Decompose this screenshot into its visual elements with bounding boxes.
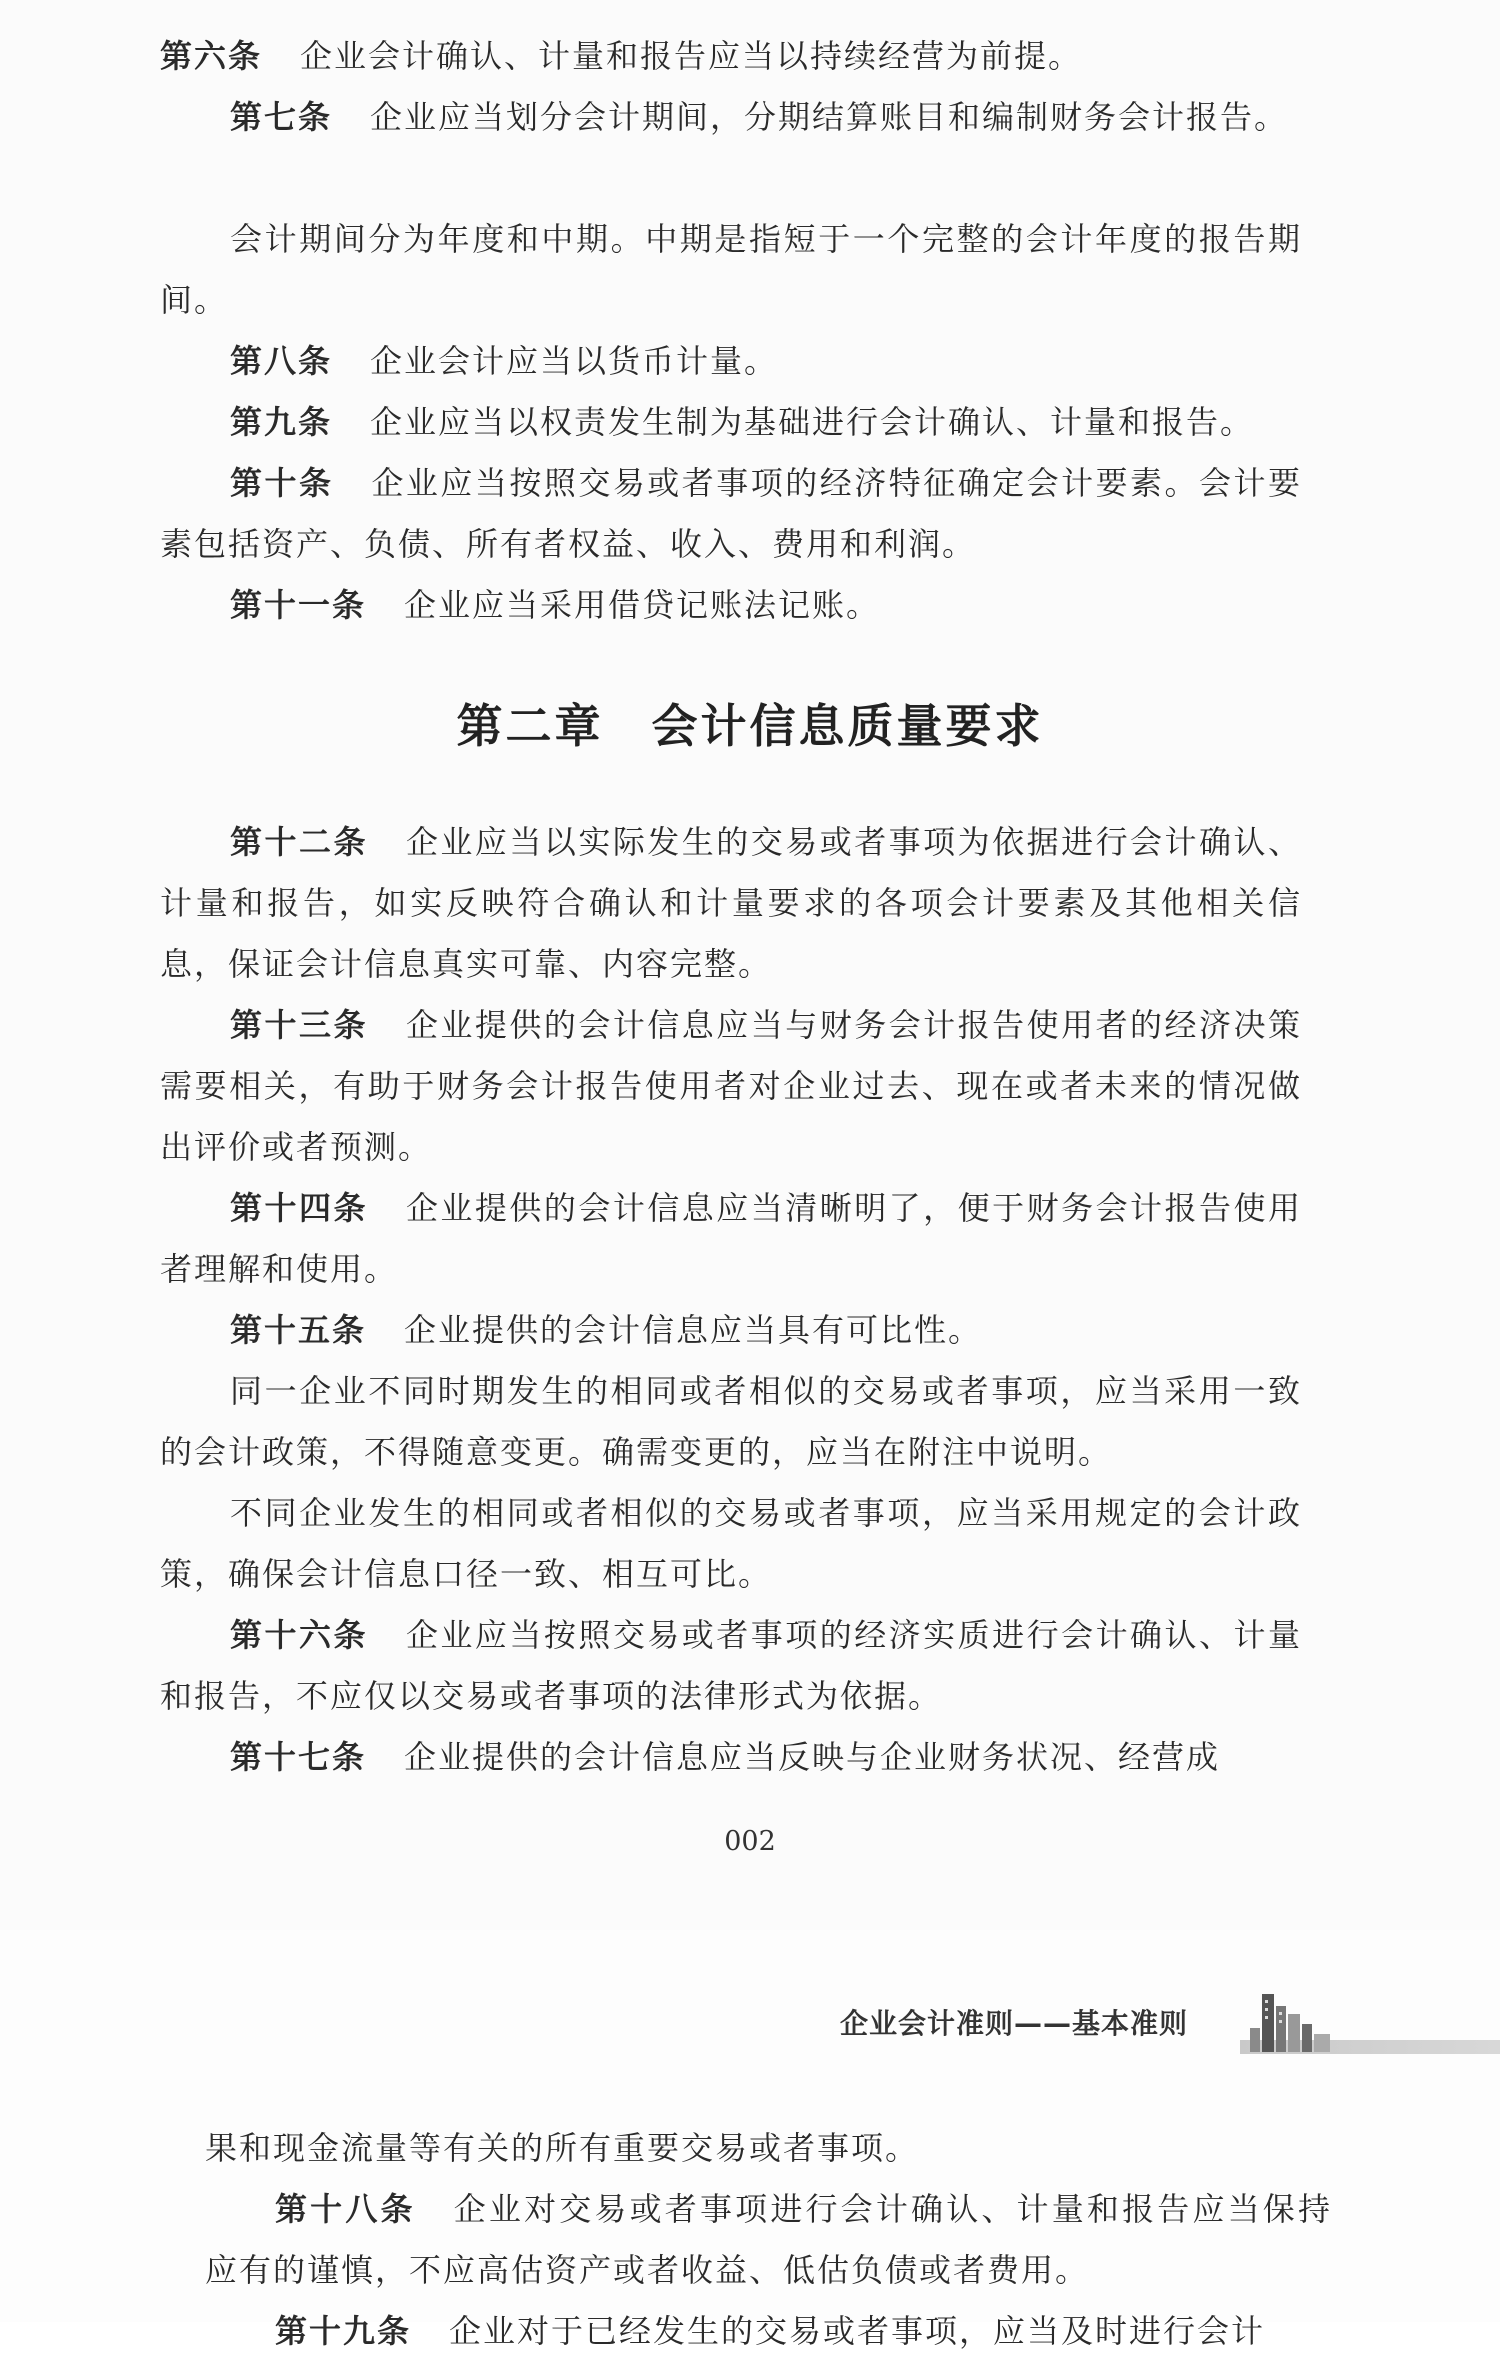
article-10 xyxy=(160,453,1302,575)
article-7 xyxy=(160,87,1302,148)
running-header xyxy=(840,1998,1188,2048)
article-6 xyxy=(160,26,1302,87)
article-text: 企业应当以实际发生的交易或者事项为依据进行会计确认、计量和报告，如实反映符合确认和计量要求的各项会计要素及其他相关信息，保证会计信息真实可靠、内容完整。 xyxy=(160,823,1302,983)
article-19 xyxy=(205,2301,1332,2362)
article-text: 企业应当采用借贷记账法记账。 xyxy=(404,586,881,624)
article-9 xyxy=(160,392,1302,453)
page-number: 002 xyxy=(724,1826,776,1857)
article-text: 企业对交易或者事项进行会计确认、计量和报告应当保持应有的谨慎，不应高估资产或者收益、低估负债或者费用。 xyxy=(205,2190,1332,2289)
article-18 xyxy=(205,2179,1332,2301)
article-text: 企业提供的会计信息应当与财务会计报告使用者的经济决策需要相关，有助于财务会计报告使用者对企业过去、现在或者未来的情况做出评价或者预测。 xyxy=(160,1006,1302,1166)
city-buildings-icon xyxy=(1248,1988,1334,2054)
chapter-number: 第二章 xyxy=(456,699,604,753)
article-12 xyxy=(160,812,1302,995)
paragraph-text: 果和现金流量等有关的所有重要交易或者事项。 xyxy=(205,2129,920,2167)
article-16 xyxy=(160,1605,1302,1727)
article-label: 第十七条 xyxy=(230,1738,367,1776)
article-text: 企业提供的会计信息应当反映与企业财务状况、经营成 xyxy=(404,1738,1221,1776)
article-label: 第十一条 xyxy=(230,586,367,624)
paragraph-text: 会计期间分为年度和中期。中期是指短于一个完整的会计年度的报告期间。 xyxy=(160,220,1302,319)
continuation-line xyxy=(205,2118,1332,2179)
article-11 xyxy=(160,575,1302,636)
article-label: 第六条 xyxy=(160,37,263,75)
article-text: 企业会计确认、计量和报告应当以持续经营为前提。 xyxy=(300,37,1083,75)
article-17 xyxy=(160,1727,1302,1788)
article-label: 第十二条 xyxy=(230,823,368,861)
paragraph-different-enterprises xyxy=(160,1483,1302,1605)
article-text: 企业应当按照交易或者事项的经济特征确定会计要素。会计要素包括资产、负债、所有者权益、收入、费用和利润。 xyxy=(160,464,1302,563)
article-text: 企业会计应当以货币计量。 xyxy=(370,342,779,380)
article-label: 第八条 xyxy=(230,342,333,380)
article-15 xyxy=(160,1300,1302,1361)
article-text: 企业提供的会计信息应当清晰明了，便于财务会计报告使用者理解和使用。 xyxy=(160,1189,1302,1288)
article-label: 第七条 xyxy=(230,98,333,136)
paragraph-text: 同一企业不同时期发生的相同或者相似的交易或者事项，应当采用一致的会计政策，不得随意变更。确需变更的，应当在附注中说明。 xyxy=(160,1372,1302,1471)
article-text: 企业提供的会计信息应当具有可比性。 xyxy=(404,1311,983,1349)
running-header-text: 企业会计准则——基本准则 xyxy=(840,2007,1189,2040)
article-label: 第十九条 xyxy=(275,2312,412,2350)
article-14 xyxy=(160,1178,1302,1300)
article-text: 企业应当划分会计期间，分期结算账目和编制财务会计报告。 xyxy=(370,98,1289,136)
paragraph-accounting-period xyxy=(160,209,1302,331)
chapter-heading xyxy=(0,690,1500,756)
paragraph-same-enterprise xyxy=(160,1361,1302,1483)
paragraph-text: 不同企业发生的相同或者相似的交易或者事项，应当采用规定的会计政策，确保会计信息口径一致、相互可比。 xyxy=(160,1494,1302,1593)
article-label: 第十四条 xyxy=(230,1189,368,1227)
article-label: 第十八条 xyxy=(275,2190,416,2228)
article-label: 第十条 xyxy=(230,464,334,502)
article-text: 企业对于已经发生的交易或者事项，应当及时进行会计 xyxy=(449,2312,1266,2350)
article-label: 第九条 xyxy=(230,403,333,441)
article-8 xyxy=(160,331,1302,392)
article-13 xyxy=(160,995,1302,1178)
article-label: 第十五条 xyxy=(230,1311,367,1349)
article-label: 第十三条 xyxy=(230,1006,368,1044)
article-text: 企业应当按照交易或者事项的经济实质进行会计确认、计量和报告，不应仅以交易或者事项的法律形式为依据。 xyxy=(160,1616,1302,1715)
article-label: 第十六条 xyxy=(230,1616,368,1654)
chapter-title: 会计信息质量要求 xyxy=(651,699,1044,753)
article-text: 企业应当以权责发生制为基础进行会计确认、计量和报告。 xyxy=(370,403,1255,441)
